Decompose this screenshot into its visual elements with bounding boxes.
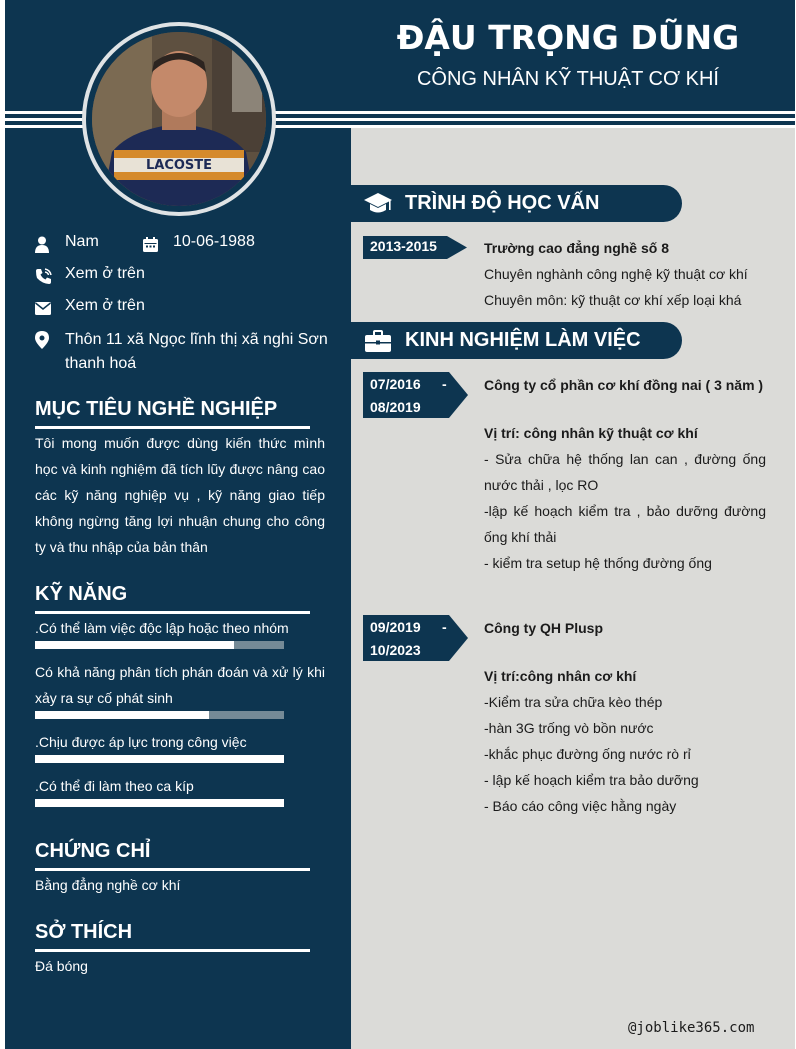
phone-icon xyxy=(35,265,65,287)
contact-birthdate xyxy=(143,233,255,255)
skills-rule xyxy=(35,611,310,614)
briefcase-icon xyxy=(351,330,405,352)
avatar xyxy=(92,32,266,206)
person-icon xyxy=(35,233,65,255)
job-company: Công ty QH Plusp xyxy=(484,620,603,636)
job-period-tag xyxy=(363,615,469,661)
job-period-start: 09/2019 xyxy=(370,619,421,635)
job-company: Công ty cổ phần cơ khí đồng nai ( 3 năm ) xyxy=(484,377,764,393)
candidate-name: ĐẬU TRỌNG DŨNG xyxy=(396,18,740,57)
contact-phone xyxy=(35,265,145,287)
job-task: - Sửa chữa hệ thống lan can , đường ống nước thải , lọc RO xyxy=(484,451,766,493)
education-period-tag xyxy=(363,236,468,259)
objective-heading: MỤC TIÊU NGHỀ NGHIỆP xyxy=(35,398,278,420)
job-task: -khắc phục đường ống nước rò rỉ xyxy=(484,746,691,762)
job-task: -Kiểm tra sửa chữa kèo thép xyxy=(484,694,663,710)
job-task: - Báo cáo công việc hằng ngày xyxy=(484,798,677,814)
experience-heading-band xyxy=(351,322,682,359)
skill-bar xyxy=(35,711,284,719)
watermark: @joblike365.com xyxy=(628,1020,755,1036)
job-task: - lập kế hoạch kiểm tra bảo dưỡng xyxy=(484,772,699,788)
hobbies-text: Đá bóng xyxy=(35,958,88,974)
svg-text:LACOSTE: LACOSTE xyxy=(145,158,213,173)
graduation-cap-icon xyxy=(351,192,405,216)
skill-label: .Có thể đi làm theo ca kíp xyxy=(35,778,194,794)
skill-bar xyxy=(35,755,284,763)
certificates-rule xyxy=(35,868,310,871)
calendar-icon xyxy=(143,233,173,255)
skill-bar xyxy=(35,641,284,649)
certificates-heading: CHỨNG CHỈ xyxy=(35,840,151,862)
birthdate-value: 10-06-1988 xyxy=(173,233,255,250)
job-period-end: 08/2019 xyxy=(370,399,421,415)
job-position: Vị trí: công nhân kỹ thuật cơ khí xyxy=(484,425,698,441)
job-task: -lập kế hoạch kiểm tra , bảo dưỡng đường ống khí thải xyxy=(484,503,766,545)
skill-bar xyxy=(35,799,284,807)
job-period-dash: - xyxy=(442,619,447,635)
location-pin-icon xyxy=(35,329,65,351)
job-position: Vị trí:công nhân cơ khí xyxy=(484,668,637,684)
skill-label: Có khả năng phân tích phán đoán và xử lý khi xảy ra sự cố phát sinh xyxy=(35,664,325,706)
objective-text: Tôi mong muốn được dùng kiến thức mình học và kinh nghiệm đã tích lũy được nâng cao các kỹ năng nghiệp vụ , kỹ năng giao tiếp không ngừng tăng lợi nhuận chung cho công ty và thu nhập của bản thân xyxy=(35,435,325,555)
skill-bar-fill xyxy=(35,641,234,649)
education-specialty: Chuyên môn: kỹ thuật cơ khí xếp loại khá xyxy=(484,292,742,308)
certificates-text: Bằng đẳng nghề cơ khí xyxy=(35,877,181,893)
experience-heading: KINH NGHIỆM LÀM VIỆC xyxy=(405,329,641,351)
job-period-tag xyxy=(363,372,469,418)
skill-bar-fill xyxy=(35,799,284,807)
email-value: Xem ở trên xyxy=(65,297,145,314)
job-period-end: 10/2023 xyxy=(370,642,421,658)
contact-email xyxy=(35,297,145,319)
skills-heading: KỸ NĂNG xyxy=(35,583,128,605)
objective-rule xyxy=(35,426,310,429)
hobbies-rule xyxy=(35,949,310,952)
job-period-dash: - xyxy=(442,376,447,392)
skill-label: .Có thể làm việc độc lập hoặc theo nhóm xyxy=(35,620,289,636)
skill-bar-fill xyxy=(35,755,284,763)
skill-bar-fill xyxy=(35,711,209,719)
phone-value: Xem ở trên xyxy=(65,265,145,282)
job-title: CÔNG NHÂN KỸ THUẬT CƠ KHÍ xyxy=(416,68,719,90)
education-heading-band xyxy=(351,185,682,222)
job-period-start: 07/2016 xyxy=(370,376,421,392)
hobbies-heading: SỞ THÍCH xyxy=(35,921,133,943)
address-value: Thôn 11 xã Ngọc lĩnh thị xã nghi Sơn thanh hoá xyxy=(65,331,328,372)
job-task: -hàn 3G trống vò bồn nước xyxy=(484,720,654,736)
job-task: - kiểm tra setup hệ thống đường ống xyxy=(484,555,712,571)
education-heading: TRÌNH ĐỘ HỌC VẤN xyxy=(405,192,600,214)
contact-gender xyxy=(35,233,99,255)
education-period: 2013-2015 xyxy=(370,238,437,254)
gender-value: Nam xyxy=(65,233,99,250)
envelope-icon xyxy=(35,297,65,319)
skill-label: .Chịu được áp lực trong công việc xyxy=(35,734,247,750)
education-school: Trường cao đẳng nghề số 8 xyxy=(484,240,670,256)
education-major: Chuyên nghành công nghệ kỹ thuật cơ khí xyxy=(484,266,748,282)
contact-address xyxy=(35,329,330,376)
